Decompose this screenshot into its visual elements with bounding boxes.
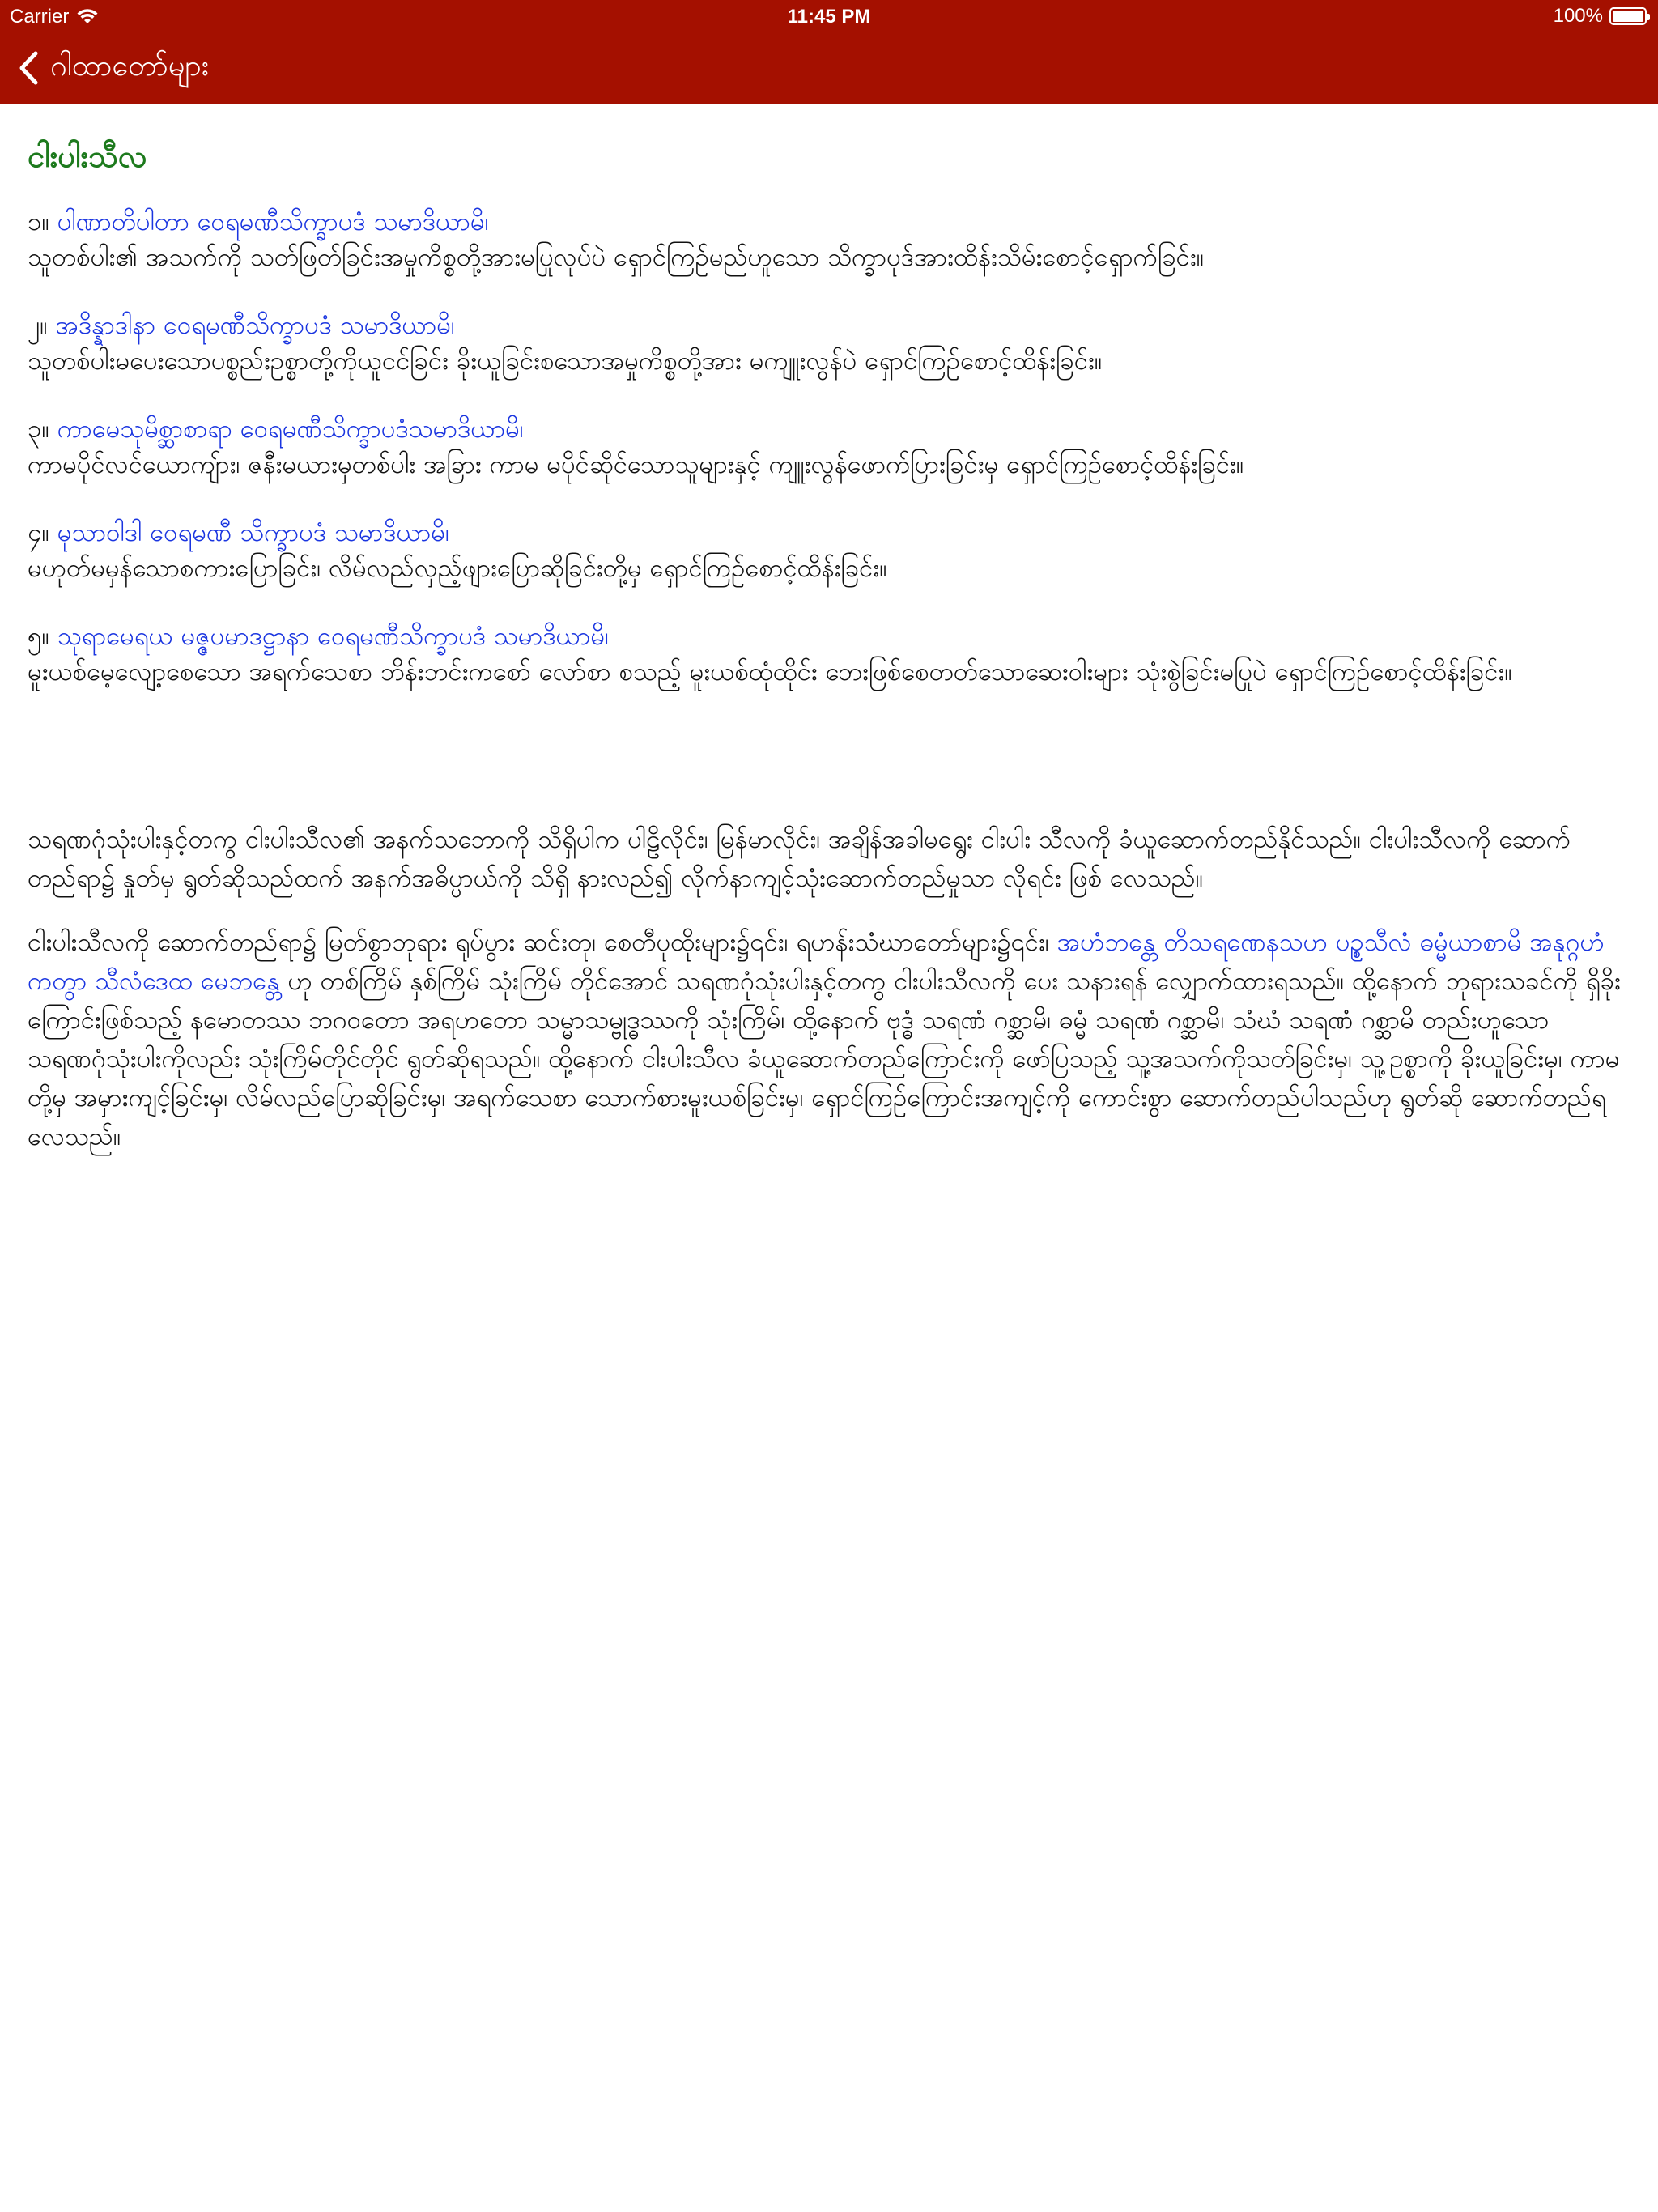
precept-number: ၃။ (28, 415, 49, 444)
content-area (28, 136, 1630, 1180)
explanation-paragraph-2 (28, 923, 1630, 1156)
precept-item-2 (28, 308, 1630, 379)
precept-pali: အဒိန္နာဒါနာ ဝေရမဏီသိက္ခာပဒံ သမာဒိယာမိ၊ (55, 311, 455, 340)
back-button-label: ဂါထာတော်များ (50, 49, 209, 83)
precept-pali: သုရာမေရယ မဇ္ဇပမာဒဋ္ဌာနာ ဝေရမဏီသိက္ခာပဒံ သမာဒိယာမိ၊ (57, 622, 609, 651)
precept-item-3 (28, 411, 1630, 483)
precept-pali: ကာမေသုမိစ္ဆာစာရာ ဝေရမဏီသိက္ခာပဒံသမာဒိယာမိ၊ (57, 415, 524, 444)
precept-item-5 (28, 619, 1630, 690)
precept-heading (28, 515, 1630, 551)
page-title: ငါးပါးသီလ (28, 138, 147, 174)
paragraph-text: ဟု တစ်ကြိမ် နှစ်ကြိမ် သုံးကြိမ် တိုင်အောင် သရဏဂုံသုံးပါးနှင့်တကွ ငါးပါးသီလကို ပေး သနားရန် လျှောက်ထားရသည်။ ထို့နောက် ဘုရားသခင်ကို ရှိခိုးကြောင်းဖြစ်သည့် နမောတဿ ဘဂဝတော အရဟတော သမ္မာသမ္ဗုဒ္ဓဿကို သုံးကြိမ်၊ ထို့နောက် ဗုဒ္ဓံ သရဏံ ဂစ္ဆာမိ၊ ဓမ္မံ သရဏံ ဂစ္ဆာမိ၊ သံဃံ သရဏံ ဂစ္ဆာမိ တည်းဟူသော သရဏဂုံသုံးပါးကိုလည်း သုံးကြိမ်တိုင်တိုင် ရွတ်ဆိုရသည်။ ထို့နောက် ငါးပါးသီလ ခံယူဆောက်တည်ကြောင်းကို ဖော်ပြသည့် သူ့အသက်ကိုသတ်ခြင်းမှ၊ သူ့ဥစ္စာကို ခိုးယူခြင်းမှ၊ ကာမတို့မှ အမှားကျင့်ခြင်းမှ၊ လိမ်လည်ပြောဆိုခြင်းမှ၊ အရက်သေစာ သောက်စားမူးယစ်ခြင်းမှ၊ ရှောင်ကြဉ်ကြောင်းအကျင့်ကို ကောင်းစွာ ဆောက်တည်ပါသည်ဟု ရွတ်ဆို ဆောက်တည်ရလေသည်။ (28, 967, 1621, 1151)
precept-heading (28, 619, 1630, 654)
precept-heading (28, 308, 1630, 343)
battery-percent: 100% (1553, 5, 1603, 27)
spacer (28, 722, 1630, 795)
precept-description: မူးယစ်မေ့လျော့စေသော အရက်သေစာ ဘိန်းဘင်းကစော် လော်စာ စသည့် မူးယစ်ထုံထိုင်း ဘေးဖြစ်စေတတ်သောဆေးဝါးများ သုံးစွဲခြင်းမပြုပဲ ရှောင်ကြဉ်စောင့်ထိန်းခြင်း။ (28, 657, 1512, 687)
precept-number: ၅။ (28, 622, 49, 651)
navigation-bar (0, 32, 1658, 104)
precept-number: ၄။ (28, 518, 49, 547)
precept-pali: ပါဏာတိပါတာ ဝေရမဏီသိက္ခာပဒံ သမာဒိယာမိ၊ (57, 207, 489, 236)
battery-icon (1609, 7, 1647, 25)
precept-number: ၁။ (28, 207, 49, 236)
paragraph-text: ငါးပါးသီလကို ဆောက်တည်ရာ၌ မြတ်စွာဘုရား ရုပ်ပွား ဆင်းတု၊ စေတီပုထိုးများ၌၎င်း၊ ရဟန်းသံဃာတော်များ၌၎င်း၊ (28, 928, 1057, 957)
precept-heading (28, 204, 1630, 240)
precept-item-4 (28, 515, 1630, 586)
precept-description: သူတစ်ပါးမပေးသောပစ္စည်းဥစ္စာတို့ကိုယူငင်ခြင်း ခိုးယူခြင်းစသောအမှုကိစ္စတို့အား မကျူးလွန်ပဲ ရှောင်ကြဉ်စောင့်ထိန်းခြင်း။ (28, 347, 1103, 376)
precept-description: ကာမပိုင်လင်ယောကျ်ား၊ ဇနီးမယားမှတစ်ပါး အခြား ကာမ မပိုင်ဆိုင်သောသူများနှင့် ကျူးလွန်ဖောက်ပြားခြင်းမှ ရှောင်ကြဉ်စောင့်ထိန်းခြင်း။ (28, 450, 1244, 479)
precept-description: မဟုတ်မမှန်သောစကားပြောခြင်း၊ လိမ်လည်လှည့်ဖျားပြောဆိုခြင်းတို့မှ ရှောင်ကြဉ်စောင့်ထိန်းခြင်း။ (28, 554, 887, 583)
back-button[interactable] (18, 32, 209, 104)
status-bar (0, 0, 1658, 32)
battery-indicator (1554, 5, 1647, 28)
precept-number: ၂။ (28, 311, 48, 340)
precept-pali: မုသာဝါဒါ ဝေရမဏီ သိက္ခာပဒံ သမာဒိယာမိ၊ (57, 518, 449, 547)
clock: 11:45 PM (787, 6, 871, 28)
battery-fill (1613, 11, 1643, 22)
precept-item-1 (28, 204, 1630, 275)
chevron-left-icon (18, 50, 39, 86)
precept-description: သူတစ်ပါး၏ အသက်ကို သတ်ဖြတ်ခြင်းအမှုကိစ္စတို့အားမပြုလုပ်ပဲ ရှောင်ကြဉ်မည်ဟူသော သိက္ခာပုဒ်အားထိန်းသိမ်းစောင့်ရှောက်ခြင်း။ (28, 243, 1205, 272)
carrier-label: Carrier (10, 6, 70, 28)
pali-request-text: အဟံဘန္တေ တိသရဏေနသဟ ပဉ္စသီလံ ဓမ္မံယာစာမိ အနုဂ္ဂဟံ ကတွာ သီလံဒေထ မေဘန္တေ (28, 928, 1605, 996)
precept-heading (28, 411, 1630, 447)
explanation-paragraph-1: သရဏဂုံသုံးပါးနှင့်တကွ ငါးပါးသီလ၏ အနက်သဘောကို သိရှိပါက ပါဠိလိုင်း၊ မြန်မာလိုင်း၊ အချိန်အခါမရွေး ငါးပါး သီလကို ခံယူဆောက်တည်နိုင်သည်။ ငါးပါးသီလကို ဆောက် တည်ရာ၌ နှုတ်မှ ရွတ်ဆိုသည်ထက် အနက်အဓိပ္ပာယ်ကို သိရှိ နားလည်၍ လိုက်နာကျင့်သုံးဆောက်တည်မှုသာ လိုရင်း ဖြစ် လေသည်။ (28, 825, 1571, 893)
